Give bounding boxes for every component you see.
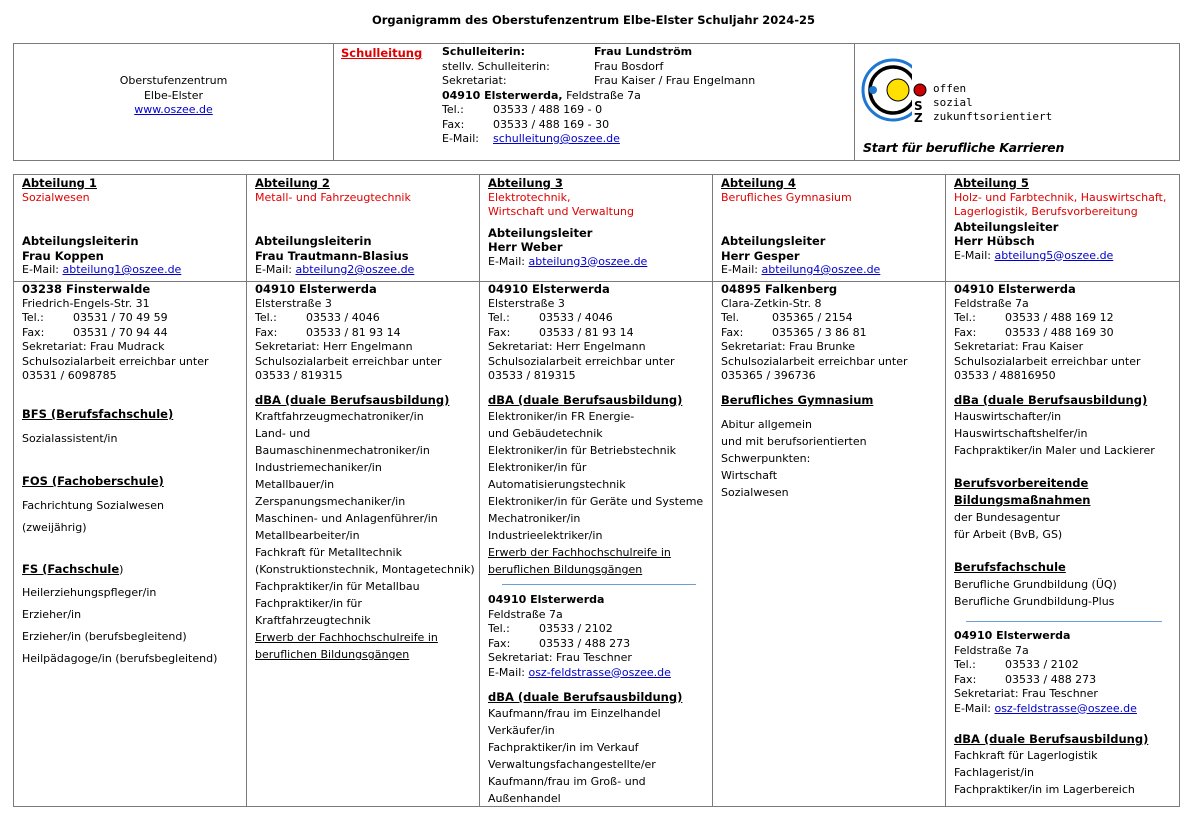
school-website-link[interactable]: www.oszee.de (134, 103, 213, 116)
program-item: Erzieher/in (berufsbegleitend) (22, 630, 187, 643)
contact-schulsozialarbeit: Schulsozialarbeit erreichbar unter (954, 354, 1141, 368)
fs-heading: FS (Fachschule (22, 562, 120, 576)
program-item: Baumaschinenmechatroniker/in (255, 444, 430, 457)
department-heading: Abteilung 2 (255, 176, 330, 190)
site2-city: 04910 Elsterwerda (954, 629, 1071, 642)
department-5-header (954, 176, 1176, 263)
schulleitung-details (442, 45, 852, 147)
erwerb-line-1: Erwerb der Fachhochschulreife in (488, 546, 671, 559)
contact-street: Clara-Zetkin-Str. 8 (721, 296, 822, 310)
contact-fax-label: Fax: (22, 325, 45, 339)
schulleitung-heading: Schulleitung (341, 46, 423, 60)
program-item: Fachpraktiker/in im Verkauf (488, 741, 639, 754)
department-leader-name: Frau Trautmann-Blasius (255, 248, 409, 263)
program-item: Elektroniker/in für (488, 461, 587, 474)
leitung-address-street: Feldstraße 7a (562, 88, 641, 102)
program-item: Verwaltungsfachangestellte/er (488, 758, 656, 771)
program-item: (zweijährig) (22, 521, 87, 534)
department-leader-name: Herr Hübsch (954, 234, 1035, 248)
contact-fax: 03531 / 70 94 44 (73, 325, 168, 339)
contact-sekretariat: Sekretariat: Frau Kaiser (954, 340, 1084, 353)
program-item: Sozialassistent/in (22, 432, 118, 445)
program-item: Abitur allgemein (721, 418, 812, 431)
program-item: Fachkraft für Lagerlogistik (954, 749, 1098, 762)
department-5-contact (954, 282, 1176, 384)
contact-schulsozialarbeit-phone: 03533 / 48816950 (954, 369, 1056, 382)
program-item: Fachrichtung Sozialwesen (22, 499, 164, 512)
bvb-heading-1: Berufsvorbereitende (954, 476, 1089, 490)
site2-email-label: E-Mail: (488, 665, 529, 679)
program-item: Land- und (255, 427, 311, 440)
page-title: Organigramm des Oberstufenzentrum Elbe-Elster Schuljahr 2024-25 (371, 13, 816, 27)
program-item: Metallbauer/in (255, 478, 335, 491)
program-item: und mit berufsorientierten (721, 435, 867, 448)
contact-schulsozialarbeit: Schulsozialarbeit erreichbar unter (22, 354, 209, 368)
contact-schulsozialarbeit-phone: 035365 / 396736 (721, 369, 816, 382)
logo-word-sozial: sozial (933, 96, 973, 109)
department-leader-role: Abteilungsleiter (488, 225, 593, 240)
bfs-heading: BFS (Berufsfachschule) (22, 407, 174, 421)
department-email-link[interactable]: abteilung1@oszee.de (62, 263, 182, 276)
site2-fax-label: Fax: (488, 636, 511, 650)
dba-heading: dBA (duale Berufsausbildung) (488, 393, 683, 407)
contact-tel-label: Tel.: (954, 311, 976, 324)
site2-street: Feldstraße 7a (488, 607, 563, 621)
department-email-link[interactable]: abteilung2@oszee.de (295, 263, 415, 276)
contact-tel-label: Tel.: (255, 311, 277, 324)
department-email-label: E-Mail: (255, 263, 296, 276)
site2-email-label: E-Mail: (954, 701, 995, 715)
leitung-email-label: E-Mail: (442, 132, 479, 145)
program-item: und Gebäudetechnik (488, 427, 603, 440)
department-3-contact (488, 282, 710, 384)
program-item: für Arbeit (BvB, GS) (954, 528, 1063, 541)
site2-sek: Sekretariat: Frau Teschner (954, 687, 1098, 700)
program-item: Industriemechaniker/in (255, 461, 382, 474)
site2-tel: 03533 / 2102 (1005, 658, 1079, 671)
department-subject: Sozialwesen (22, 190, 90, 204)
program-item: Automatisierungstechnik (488, 478, 626, 491)
dba-heading: dBa (duale Berufsausbildung) (954, 393, 1148, 407)
bvb-heading-2: Bildungsmaßnahmen (954, 493, 1091, 507)
department-subject: Metall- und Fahrzeugtechnik (255, 190, 411, 204)
dba-heading-2: dBA (duale Berufsausbildung) (488, 690, 683, 704)
department-1-header (22, 176, 244, 278)
contact-sekretariat: Sekretariat: Frau Mudrack (22, 340, 165, 353)
site2-fax-label: Fax: (954, 672, 977, 686)
erwerb-line-2: beruflichen Bildungsgängen (488, 563, 643, 576)
department-heading: Abteilung 5 (954, 176, 1029, 190)
contact-tel: 03533 / 488 169 12 (1005, 311, 1114, 324)
col2-programs (255, 393, 477, 663)
contact-fax: 03533 / 81 93 14 (539, 325, 634, 339)
school-name-2: Elbe-Elster (143, 88, 204, 102)
leitung-tel-label: Tel.: (442, 103, 464, 116)
department-2-contact (255, 282, 477, 384)
department-heading: Abteilung 1 (22, 176, 97, 190)
contact-city: 03238 Finsterwalde (22, 282, 151, 296)
col5-separator (966, 621, 1162, 622)
program-item: Berufliche Grundbildung (ÜQ) (954, 578, 1117, 591)
leitung-address-city: 04910 Elsterwerda, (442, 88, 563, 102)
osz-logo-icon (860, 52, 930, 124)
department-leader-role: Abteilungsleiter (954, 219, 1059, 234)
program-item: Fachlagerist/in (954, 766, 1034, 779)
leitung-name-1: Frau Lundström (594, 45, 693, 58)
leitung-name-3: Frau Kaiser / Frau Engelmann (594, 74, 756, 87)
department-heading: Abteilung 4 (721, 176, 796, 190)
contact-street: Elsterstraße 3 (488, 296, 565, 310)
program-item: Metallbearbeiter/in (255, 529, 360, 542)
col5-programs (954, 393, 1178, 610)
contact-fax-label: Fax: (954, 325, 977, 339)
program-item: Erzieher/in (22, 608, 82, 621)
department-heading: Abteilung 3 (488, 176, 563, 190)
contact-fax: 035365 / 3 86 81 (772, 325, 867, 339)
department-subject: Berufliches Gymnasium (721, 190, 852, 204)
site2-tel-label: Tel.: (954, 658, 976, 671)
program-item: Sozialwesen (721, 486, 789, 499)
department-email-label: E-Mail: (721, 263, 762, 276)
leitung-role-3: Sekretariat: (442, 74, 507, 87)
dba-heading: dBA (duale Berufsausbildung) (255, 393, 450, 407)
contact-tel-label: Tel.: (488, 311, 510, 324)
department-email-label: E-Mail: (488, 254, 529, 268)
contact-tel: 03533 / 4046 (306, 311, 380, 324)
site2-city: 04910 Elsterwerda (488, 593, 605, 606)
leitung-role-2: stellv. Schulleiterin: (442, 59, 550, 73)
school-info (14, 74, 333, 118)
program-item: Fachpraktiker/in Maler und Lackierer (954, 444, 1155, 457)
col1-programs (22, 406, 242, 670)
contact-fax: 03533 / 81 93 14 (306, 325, 401, 339)
svg-text:S: S (914, 99, 923, 113)
program-item: Hauswirtschaftshelfer/in (954, 427, 1088, 440)
school-name-1: Oberstufenzentrum (119, 74, 228, 87)
leitung-email-link[interactable]: schulleitung@oszee.de (493, 132, 620, 145)
dba-heading-2: dBA (duale Berufsausbildung) (954, 732, 1149, 746)
site2-tel-label: Tel.: (488, 622, 510, 635)
col3-separator (502, 584, 696, 585)
department-3-header (488, 176, 710, 269)
department-2-header (255, 176, 477, 278)
contact-street: Elsterstraße 3 (255, 296, 332, 310)
program-item: Schwerpunkten: (721, 452, 811, 465)
program-item: Fachpraktiker/in für Metallbau (255, 580, 420, 593)
col5-programs-2 (954, 732, 1178, 798)
logo-word-zukunft: zukunftsorientiert (933, 110, 1053, 123)
leitung-role-1: Schulleiterin: (442, 45, 526, 58)
department-email-link[interactable]: abteilung3@oszee.de (528, 254, 648, 268)
contact-schulsozialarbeit: Schulsozialarbeit erreichbar unter (488, 354, 675, 368)
contact-tel: 035365 / 2154 (772, 311, 853, 324)
contact-street: Feldstraße 7a (954, 296, 1029, 310)
contact-schulsozialarbeit: Schulsozialarbeit erreichbar unter (721, 354, 908, 368)
program-item: Kraftfahrzeugmechatroniker/in (255, 410, 424, 423)
department-leader-name: Herr Weber (488, 240, 563, 254)
program-item: Elektroniker/in für Betriebstechnik (488, 444, 677, 457)
department-email-label: E-Mail: (954, 248, 995, 262)
contact-city: 04910 Elsterwerda (255, 282, 377, 296)
contact-city: 04910 Elsterwerda (488, 282, 610, 296)
program-item: Kraftfahrzeugtechnik (255, 614, 371, 627)
contact-sekretariat: Sekretariat: Herr Engelmann (255, 340, 413, 353)
program-item: Mechatroniker/in (488, 512, 581, 525)
program-item: Außenhandel (488, 792, 561, 805)
program-item: Heilpädagoge/in (berufsbegleitend) (22, 652, 218, 665)
col5-site2 (954, 629, 1178, 716)
program-item: Maschinen- und Anlagenführer/in (255, 512, 438, 525)
site2-email-link[interactable]: osz-feldstrasse@oszee.de (994, 701, 1137, 715)
department-leader-role: Abteilungsleiter (721, 234, 826, 248)
contact-street: Friedrich-Engels-Str. 31 (22, 296, 150, 310)
department-email-link[interactable]: abteilung5@oszee.de (994, 248, 1114, 262)
col3-programs-2 (488, 690, 710, 807)
department-1-contact (22, 282, 244, 384)
contact-tel: 03533 / 4046 (539, 311, 613, 324)
erwerb-line-1: Erwerb der Fachhochschulreife in (255, 631, 438, 644)
contact-sekretariat: Sekretariat: Herr Engelmann (488, 340, 646, 353)
program-item: der Bundesagentur (954, 511, 1061, 524)
site2-fax: 03533 / 488 273 (1005, 672, 1097, 686)
fos-heading: FOS (Fachoberschule) (22, 474, 164, 488)
bfs-heading: Berufsfachschule (954, 560, 1066, 574)
department-leader-role: Abteilungsleiterin (22, 234, 139, 248)
program-item: Fachpraktiker/in im Lagerbereich (954, 783, 1135, 796)
contact-sekretariat: Sekretariat: Frau Brunke (721, 340, 856, 353)
leitung-fax: 03533 / 488 169 - 30 (493, 117, 610, 131)
department-email-link[interactable]: abteilung4@oszee.de (761, 263, 881, 276)
leitung-fax-label: Fax: (442, 117, 465, 131)
department-subject: Elektrotechnik, (488, 190, 571, 204)
col3-site2 (488, 593, 710, 680)
contact-schulsozialarbeit-phone: 03533 / 819315 (255, 369, 343, 382)
contact-fax-label: Fax: (255, 325, 278, 339)
department-subject: Lagerlogistik, Berufsvorbereitung (954, 205, 1138, 218)
logo-slogan: Start für berufliche Karrieren (863, 140, 1065, 155)
contact-tel-label: Tel. (721, 311, 740, 324)
contact-fax-label: Fax: (488, 325, 511, 339)
osz-logo (860, 52, 1110, 130)
department-subject: Wirtschaft und Verwaltung (488, 205, 634, 218)
site2-street: Feldstraße 7a (954, 643, 1029, 657)
site2-email-link[interactable]: osz-feldstrasse@oszee.de (528, 665, 671, 679)
program-item: Fachkraft für Metalltechnik (255, 546, 402, 559)
program-item: Kaufmann/frau im Einzelhandel (488, 707, 661, 720)
department-4-header (721, 176, 943, 278)
contact-fax-label: Fax: (721, 325, 744, 339)
department-leader-name: Herr Gesper (721, 248, 800, 263)
program-item: Zerspanungsmechaniker/in (255, 495, 406, 508)
contact-schulsozialarbeit: Schulsozialarbeit erreichbar unter (255, 354, 442, 368)
program-item: Hauswirtschafter/in (954, 410, 1062, 423)
contact-schulsozialarbeit-phone: 03533 / 819315 (488, 369, 576, 382)
program-item: Elektroniker/in für Geräte und Systeme (488, 495, 704, 508)
program-item: Verkäufer/in (488, 724, 555, 737)
fs-heading-paren: ) (119, 563, 124, 576)
col4-programs (721, 393, 943, 501)
bg-heading: Berufliches Gymnasium (721, 393, 874, 407)
logo-word-offen: offen (933, 82, 967, 95)
site2-fax: 03533 / 488 273 (539, 636, 631, 650)
contact-fax: 03533 / 488 169 30 (1005, 325, 1114, 339)
program-item: Fachpraktiker/in für (255, 597, 362, 610)
department-email-label: E-Mail: (22, 263, 63, 276)
site2-sek: Sekretariat: Frau Teschner (488, 651, 632, 664)
program-item: Berufliche Grundbildung-Plus (954, 595, 1115, 608)
contact-tel: 03531 / 70 49 59 (73, 311, 168, 324)
department-4-contact (721, 282, 943, 384)
program-item: Kaufmann/frau im Groß- und (488, 775, 646, 788)
contact-tel-label: Tel.: (22, 311, 44, 324)
program-item: (Konstruktionstechnik, Montagetechnik) (255, 563, 475, 576)
col3-programs (488, 393, 710, 578)
contact-city: 04910 Elsterwerda (954, 282, 1076, 296)
contact-city: 04895 Falkenberg (721, 282, 838, 296)
erwerb-line-2: beruflichen Bildungsgängen (255, 648, 410, 661)
department-subject: Holz- und Farbtechnik, Hauswirtschaft, (954, 190, 1167, 204)
leitung-tel: 03533 / 488 169 - 0 (493, 103, 603, 116)
site2-tel: 03533 / 2102 (539, 622, 613, 635)
svg-text:Z: Z (914, 111, 923, 124)
program-item: Heilerziehungspfleger/in (22, 586, 157, 599)
leitung-name-2: Frau Bosdorf (594, 59, 664, 73)
department-leader-name: Frau Koppen (22, 248, 104, 263)
contact-schulsozialarbeit-phone: 03531 / 6098785 (22, 369, 117, 382)
program-item: Industrieelektriker/in (488, 529, 603, 542)
department-leader-role: Abteilungsleiterin (255, 234, 372, 248)
program-item: Wirtschaft (721, 469, 778, 482)
program-item: Elektroniker/in FR Energie- (488, 410, 635, 423)
